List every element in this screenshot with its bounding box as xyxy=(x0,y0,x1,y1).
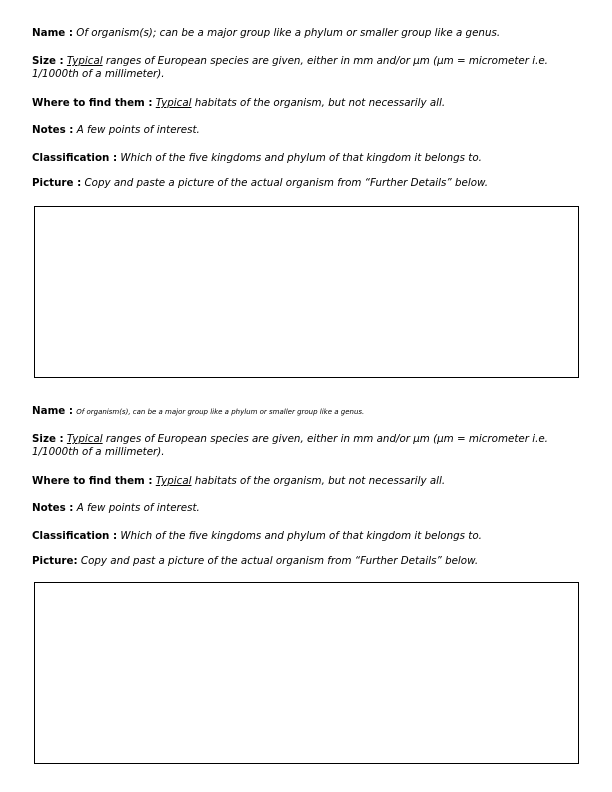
where-row xyxy=(32,475,572,488)
classification-description: Which of the five kingdoms and phylum of that kingdom it belongs to. xyxy=(120,152,482,164)
notes-label: Notes : xyxy=(32,124,74,136)
picture-box[interactable] xyxy=(34,582,579,764)
name-label: Name : xyxy=(32,405,73,417)
picture-label: Picture: xyxy=(32,555,78,567)
picture-label: Picture : xyxy=(32,177,82,189)
name-row xyxy=(32,27,572,40)
notes-label: Notes : xyxy=(32,502,74,514)
classification-row xyxy=(32,530,572,543)
name-description: Of organism(s), can be a major group like a phylum or smaller group like a genus. xyxy=(76,408,365,416)
picture-box[interactable] xyxy=(34,206,579,378)
notes-description: A few points of interest. xyxy=(76,124,200,136)
size-description: ranges of European species are given, either in mm and/or µm (µm = micrometer i.e. 1/1000th of a millimeter). xyxy=(32,433,548,458)
picture-row xyxy=(32,555,572,568)
where-typical-underlined: Typical xyxy=(155,475,192,487)
where-description: habitats of the organism, but not necessarily all. xyxy=(194,97,446,109)
where-typical-underlined: Typical xyxy=(155,97,192,109)
notes-description: A few points of interest. xyxy=(76,502,200,514)
name-description: Of organism(s); can be a major group like a phylum or smaller group like a genus. xyxy=(76,27,501,39)
size-row xyxy=(32,433,572,459)
size-description: ranges of European species are given, either in mm and/or µm (µm = micrometer i.e. 1/1000th of a millimeter). xyxy=(32,55,548,80)
size-typical-underlined: Typical xyxy=(66,55,103,67)
size-label: Size : xyxy=(32,55,64,67)
picture-description: Copy and paste a picture of the actual organism from “Further Details” below. xyxy=(84,177,489,189)
picture-row xyxy=(32,177,572,190)
size-label: Size : xyxy=(32,433,64,445)
picture-description: Copy and past a picture of the actual organism from “Further Details” below. xyxy=(80,555,479,567)
classification-description: Which of the five kingdoms and phylum of that kingdom it belongs to. xyxy=(120,530,482,542)
where-description: habitats of the organism, but not necessarily all. xyxy=(194,475,446,487)
classification-label: Classification : xyxy=(32,530,118,542)
size-row xyxy=(32,55,572,81)
name-label: Name : xyxy=(32,27,73,39)
where-label: Where to find them : xyxy=(32,475,153,487)
where-row xyxy=(32,97,572,110)
where-label: Where to find them : xyxy=(32,97,153,109)
size-typical-underlined: Typical xyxy=(66,433,103,445)
classification-label: Classification : xyxy=(32,152,118,164)
classification-row xyxy=(32,152,572,165)
notes-row xyxy=(32,124,572,137)
notes-row xyxy=(32,502,572,515)
name-row xyxy=(32,405,572,419)
